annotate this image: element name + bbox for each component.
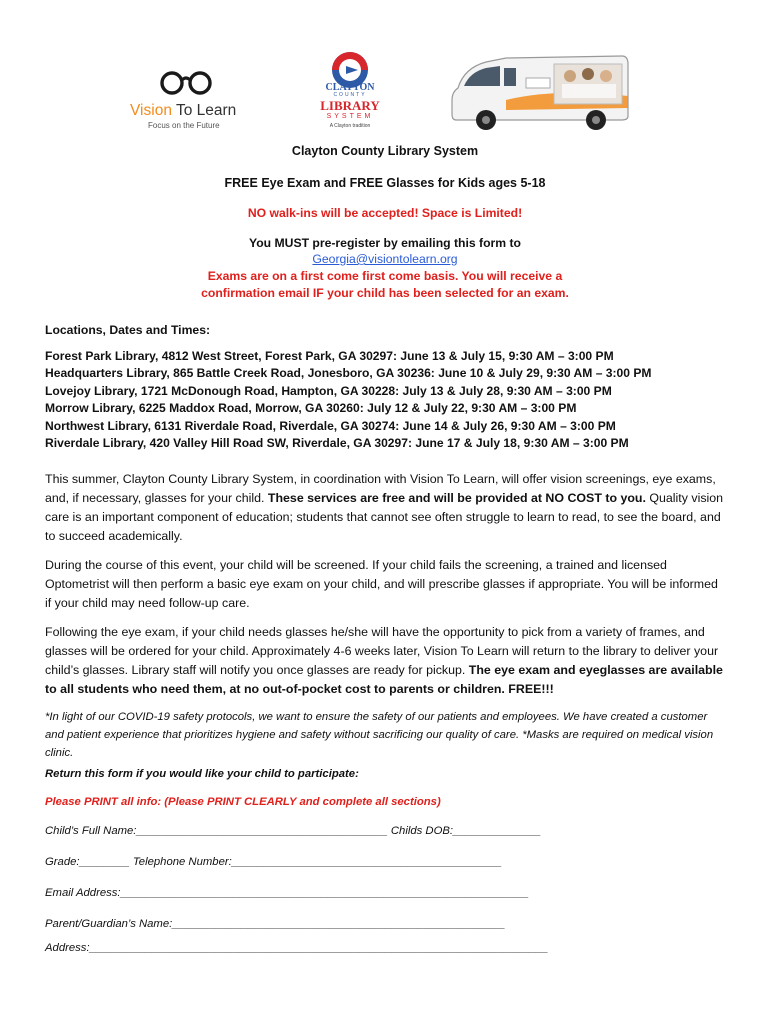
must-register-text: You MUST pre-register by emailing this form to <box>249 236 521 250</box>
clayton-small-text: A Clayton tradition <box>329 123 371 129</box>
clayton-system-text: SYSTEM <box>326 113 374 120</box>
vtl-learn-text: To Learn <box>171 102 237 119</box>
child-name-dob-field[interactable]: Child’s Full Name:________________________________________ Childs DOB:______________ <box>45 825 542 837</box>
locations-heading: Locations, Dates and Times: <box>45 323 211 337</box>
locations-list <box>45 348 652 452</box>
intro-text-c: Quality vision care is an important component of education; students that cannot see often struggle to learn to read, to see the board, and to succeed academically. <box>45 491 724 543</box>
intro-text-bold: These services are free and will be provided at NO COST to you. <box>267 491 646 505</box>
location-item: Riverdale Library, 420 Valley Hill Road SW, Riverdale, GA 30297: June 17 & July 18, 9:30 AM – 3:00 PM <box>45 436 629 451</box>
clayton-library-text: LIBRARY <box>320 98 380 113</box>
glasses-icon <box>128 68 246 98</box>
first-come-line-1: Exams are on a first come first come basis. You will receive a <box>207 269 563 283</box>
clayton-library-logo <box>310 48 390 133</box>
page-subtitle: FREE Eye Exam and FREE Glasses for Kids ages 5-18 <box>224 176 546 190</box>
paragraph-screening <box>45 556 725 613</box>
return-form-text: Return this form if you would like your child to participate: <box>45 768 359 780</box>
vtl-tagline: Focus on the Future <box>148 121 220 130</box>
location-item: Lovejoy Library, 1721 McDonough Road, Hampton, GA 30228: July 13 & July 28, 9:30 AM – 3:00 PM <box>45 383 612 398</box>
intro-text-a: This summer, Clayton County Library System, in coordination with Vision To Learn, will offer vision screenings, eye exams, and, if necessary, glasses for your child. <box>45 472 716 505</box>
first-come-line-2: confirmation email IF your child has been selected for an exam. <box>201 286 569 300</box>
mobile-clinic-van-image <box>446 40 632 132</box>
clayton-county-text: COUNTY <box>333 92 367 98</box>
email-link[interactable]: Georgia@visiontolearn.org <box>312 252 458 266</box>
covid-notice: *In light of our COVID-19 safety protocols, we want to ensure the safety of our patients and employees. We have created a customer and patient experience that prioritizes hygiene and safety without sacrificing our quality of care. *Masks are required on medical vision clinic. <box>45 711 714 759</box>
guardian-name-field[interactable]: Parent/Guardian’s Name:_____________________________________________________ <box>45 918 506 930</box>
glasses-text-a: Following the eye exam, if your child needs glasses he/she will have the opportunity to pick from a variety of frames, and glasses will be ordered for your child. Approximately 4-6 weeks later, Vision To Learn will return to the library to deliver your child’s glasses. Library staff will notify you once glasses are ready for pickup. <box>45 625 719 677</box>
location-item: Northwest Library, 6131 Riverdale Road, Riverdale, GA 30274: June 14 & July 26, 9:30 AM – 3:00 PM <box>45 418 616 433</box>
email-link-wrap <box>0 251 770 267</box>
location-item: Forest Park Library, 4812 West Street, Forest Park, GA 30297: June 13 & July 15, 9:30 AM – 3:00 PM <box>45 349 614 363</box>
page-title: Clayton County Library System <box>291 144 479 158</box>
clayton-top-text: CLAYTON <box>325 82 375 93</box>
vtl-vision-text: Vision <box>130 102 172 119</box>
location-item: Morrow Library, 6225 Maddox Road, Morrow, GA 30260: July 12 & July 22, 9:30 AM – 3:00 PM <box>45 401 577 416</box>
paragraph-intro <box>45 470 725 546</box>
location-item: Headquarters Library, 865 Battle Creek Road, Jonesboro, GA 30236: June 10 & July 29, 9:30 AM – 3:00 PM <box>45 366 652 381</box>
screening-text: During the course of this event, your child will be screened. If your child fails the screening, a trained and licensed Optometrist will then perform a basic eye exam on your child, and will prescribe glasses if appropriate. You will be informed if your child may need follow-up care. <box>45 558 718 610</box>
glasses-text-bold: The eye exam and eyeglasses are available to all students who need them, at no out-of-pocket cost to parents or children. FREE!!! <box>45 663 723 696</box>
van-icon <box>446 40 632 132</box>
grade-phone-field[interactable]: Grade:________ Telephone Number:___________________________________________ <box>45 856 502 868</box>
address-field[interactable]: Address:_________________________________________________________________________ <box>45 942 549 954</box>
email-address-field[interactable]: Email Address:_________________________________________________________________ <box>45 887 529 899</box>
paragraph-glasses <box>45 623 725 699</box>
print-instructions: Please PRINT all info: (Please PRINT CLEARLY and complete all sections) <box>45 796 441 808</box>
no-walkins-notice: NO walk-ins will be accepted! Space is Limited! <box>247 206 523 220</box>
vision-to-learn-logo <box>128 68 246 132</box>
